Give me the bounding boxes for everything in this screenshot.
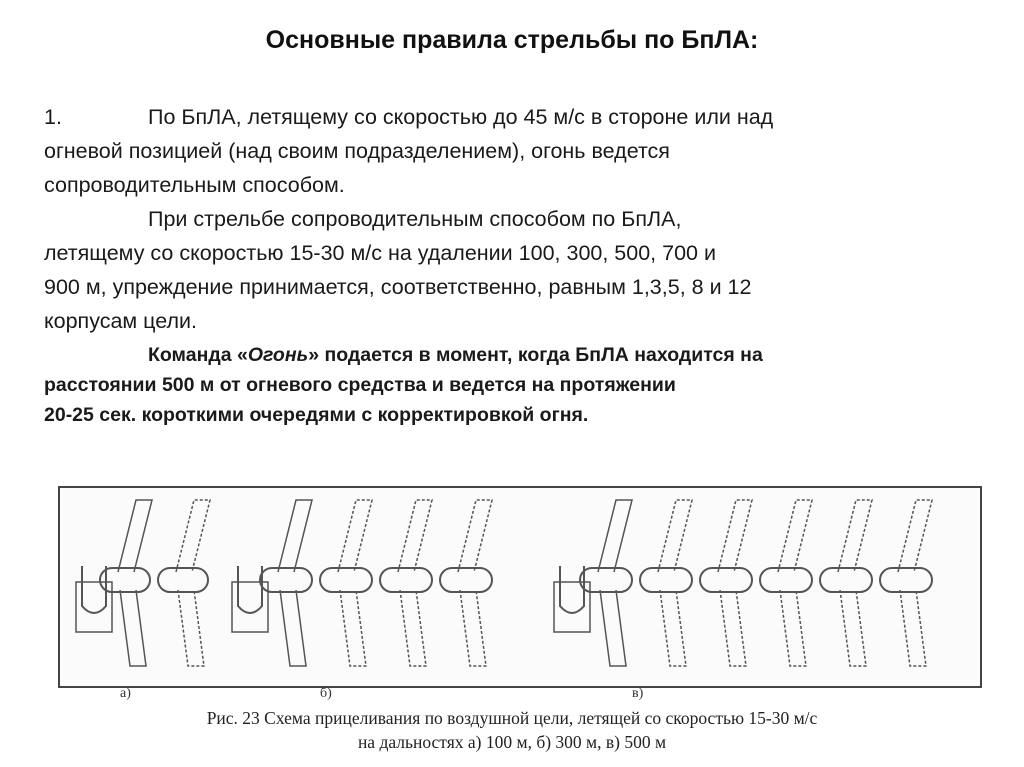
panel-label-b: б) (320, 686, 332, 701)
uav-wing-upper (598, 500, 632, 572)
sight-reticle (238, 566, 262, 613)
aiming-diagram (58, 486, 982, 688)
uav-wing-lower (660, 590, 686, 666)
uav-wing-upper (718, 500, 752, 572)
uav-wing-lower (720, 590, 746, 666)
uav-wing-upper (338, 500, 372, 572)
uav-wing-upper (458, 500, 492, 572)
panel-label-a: а) (120, 686, 131, 701)
uav-wing-upper (118, 500, 152, 572)
uav-wing-upper (778, 500, 812, 572)
uav-wing-lower (400, 590, 426, 666)
figure-caption-line-1: Рис. 23 Схема прицеливания по воздушной цели, летящей со скоростью 15-30 м/с (206, 708, 818, 728)
uav-wing-lower (460, 590, 486, 666)
uav-body (880, 568, 932, 592)
uav-wing-lower (840, 590, 866, 666)
uav-wing-lower (600, 590, 626, 666)
uav-wing-upper (398, 500, 432, 572)
uav-body (760, 568, 812, 592)
uav-wing-lower (120, 590, 146, 666)
uav-body (700, 568, 752, 592)
paragraph-3-line-2: расстоянии 500 м от огневого средства и ведется на протяжении (44, 374, 676, 396)
uav-body (380, 568, 432, 592)
section-number: 1. (44, 105, 62, 129)
body-text (44, 100, 994, 430)
uav-body (100, 568, 150, 592)
uav-wing-upper (838, 500, 872, 572)
paragraph-2-line-2: летящему со скоростью 15-30 м/с на удалении 100, 300, 500, 700 и (44, 241, 716, 265)
uav-body (640, 568, 692, 592)
figure-caption-line-2: на дальностях а) 100 м, б) 300 м, в) 500 м (357, 732, 667, 752)
uav-wing-upper (658, 500, 692, 572)
paragraph-3-prefix: Команда « (148, 344, 248, 366)
uav-body (440, 568, 492, 592)
paragraph-3-line-1: » подается в момент, когда БпЛА находится на (308, 344, 763, 366)
paragraph-3 (44, 340, 994, 430)
uav-body (320, 568, 372, 592)
uav-wing-lower (780, 590, 806, 666)
paragraph-1-line-2: огневой позицией (над своим подразделением), огонь ведется (44, 139, 670, 163)
paragraph-1 (44, 100, 994, 202)
command-word: Огонь (247, 344, 309, 366)
panel-label-c: в) (632, 686, 644, 701)
paragraph-2-line-3: 900 м, упреждение принимается, соответственно, равным 1,3,5, 8 и 12 (44, 275, 752, 299)
paragraph-1-line-3: сопроводительным способом. (44, 173, 345, 197)
paragraph-2-line-1: При стрельбе сопроводительным способом по БпЛА, (148, 207, 682, 231)
sight-reticle (560, 566, 584, 613)
uav-wing-upper (278, 500, 312, 572)
uav-wing-lower (900, 590, 926, 666)
figure-caption (0, 706, 1024, 754)
uav-wing-upper (898, 500, 932, 572)
paragraph-3-line-3: 20-25 сек. короткими очередями с корректировкой огня. (44, 404, 589, 426)
paragraph-2 (44, 202, 994, 338)
uav-wing-lower (340, 590, 366, 666)
uav-wing-lower (178, 590, 204, 666)
uav-body (158, 568, 208, 592)
uav-body (580, 568, 632, 592)
page-title: Основные правила стрельбы по БпЛА: (265, 26, 759, 54)
uav-wing-lower (280, 590, 306, 666)
uav-body (820, 568, 872, 592)
paragraph-2-line-4: корпусам цели. (44, 309, 198, 333)
paragraph-1-line-1: По БпЛА, летящему со скоростью до 45 м/с в стороне или над (148, 105, 774, 129)
uav-wing-upper (176, 500, 210, 572)
aiming-diagram-svg (60, 488, 980, 686)
